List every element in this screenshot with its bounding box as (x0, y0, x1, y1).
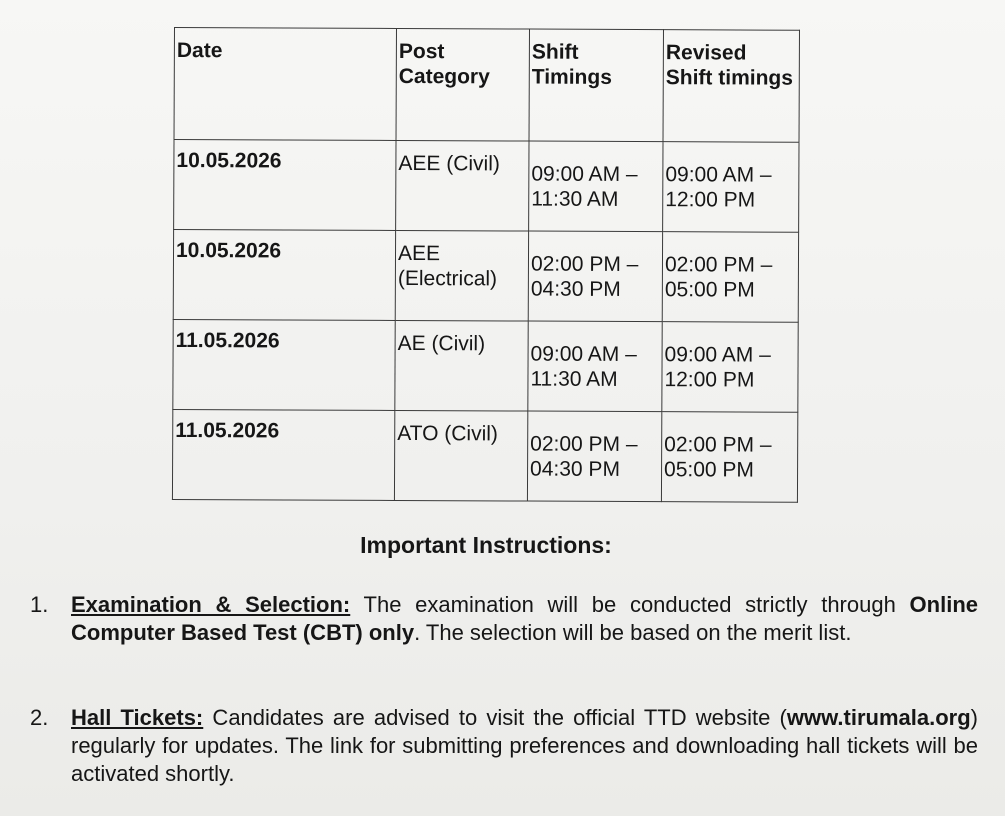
table-row (173, 319, 798, 412)
instruction-bold-text: Online Computer Based Test (CBT) only (71, 592, 978, 645)
row-revised-shift-timings: 02:00 PM – 05:00 PM (662, 232, 798, 323)
row-post-category: AE (Civil) (395, 320, 528, 411)
instruction-lead: Examination & Selection: (71, 592, 351, 617)
row-date: 10.05.2026 (173, 230, 395, 321)
table-header-row (174, 28, 799, 143)
row-shift-timings: 02:00 PM – 04:30 PM (527, 411, 661, 502)
table-row (174, 140, 799, 233)
header-shift-timings: Shift Timings (529, 29, 663, 142)
row-date: 11.05.2026 (172, 409, 394, 500)
row-post-category: AEE (Electrical) (395, 230, 528, 321)
instruction-text: The examination will be conducted strictly through (350, 592, 910, 617)
row-revised-shift-timings: 09:00 AM – 12:00 PM (663, 142, 799, 233)
row-post-category: ATO (Civil) (394, 410, 527, 501)
instruction-number: 2. (30, 705, 49, 730)
table-row (172, 409, 797, 502)
row-date: 11.05.2026 (173, 319, 395, 410)
header-revised-shift-timings: Revised Shift timings (663, 30, 799, 143)
table-row (173, 230, 798, 323)
row-revised-shift-timings: 02:00 PM – 05:00 PM (661, 412, 797, 503)
instructions-heading: Important Instructions: (360, 532, 612, 558)
row-shift-timings: 09:00 AM – 11:30 AM (528, 321, 662, 412)
instruction-number: 1. (30, 592, 49, 617)
instruction-item (30, 704, 978, 788)
row-shift-timings: 02:00 PM – 04:30 PM (528, 231, 662, 322)
instruction-item (30, 591, 978, 647)
instruction-body (71, 591, 978, 647)
instruction-text: ) regularly for updates. The link for submitting preferences and downloading hall tickets will be activated shortly. (71, 705, 978, 786)
header-date: Date (174, 28, 396, 141)
instruction-lead: Hall Tickets: (71, 705, 204, 730)
exam-schedule-table (172, 27, 800, 503)
row-shift-timings: 09:00 AM – 11:30 AM (529, 141, 663, 232)
row-post-category: AEE (Civil) (396, 140, 529, 231)
row-date: 10.05.2026 (174, 140, 396, 231)
instruction-body (71, 704, 978, 788)
instruction-text: . The selection will be based on the merit list. (414, 620, 852, 645)
header-post-category: Post Category (396, 28, 529, 141)
website-link-text: www.tirumala.org (786, 705, 971, 730)
instruction-text: Candidates are advised to visit the official TTD website ( (203, 705, 787, 730)
row-revised-shift-timings: 09:00 AM – 12:00 PM (662, 322, 798, 413)
